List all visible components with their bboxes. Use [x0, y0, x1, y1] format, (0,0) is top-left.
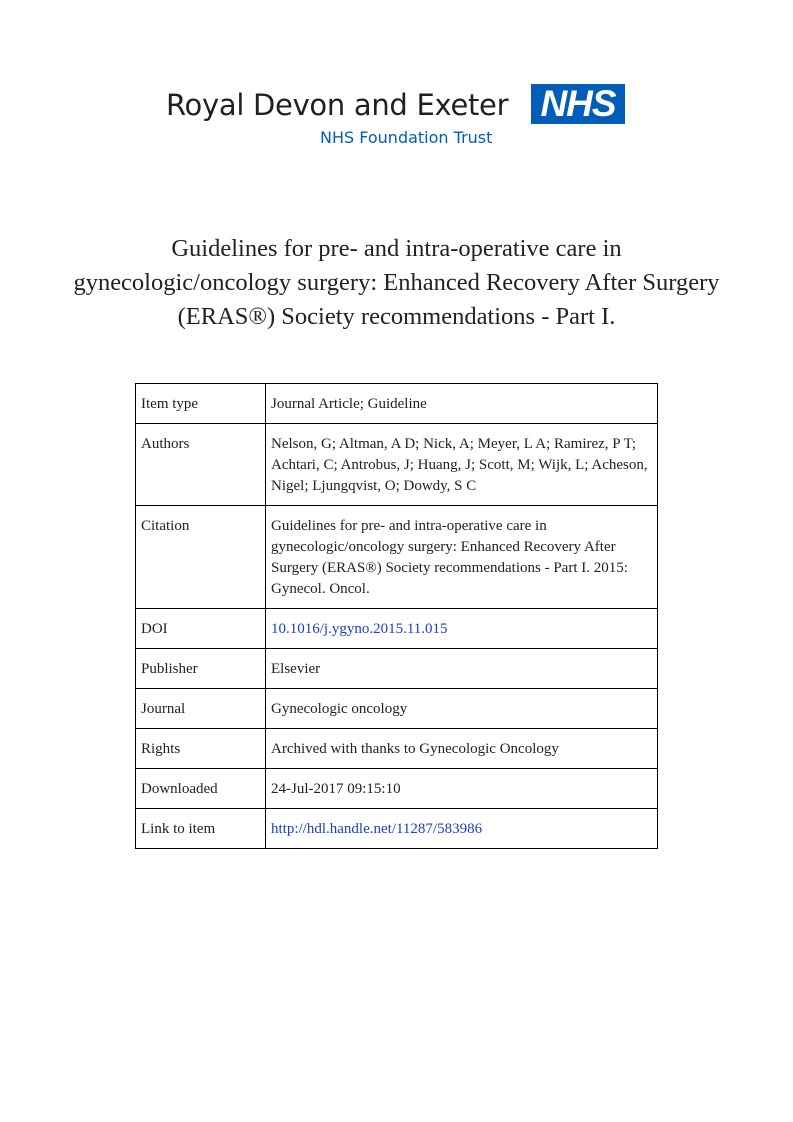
organization-name: Royal Devon and Exeter [166, 88, 509, 122]
document-title: Guidelines for pre- and intra-operative care in gynecologic/oncology surgery: Enhanced Recovery After Surgery (ERAS®) Society recommendations - Part I. [73, 235, 720, 330]
item-link[interactable]: http://hdl.handle.net/11287/583986 [271, 821, 483, 837]
item-type-label: Item type [136, 384, 266, 424]
metadata-row-publisher [136, 649, 658, 689]
rights-value: Archived with thanks to Gynecologic Oncology [266, 729, 658, 769]
metadata-row-authors [136, 424, 658, 506]
metadata-row-item-type [136, 384, 658, 424]
organization-subtitle: NHS Foundation Trust [320, 128, 493, 147]
item-type-value: Journal Article; Guideline [266, 384, 658, 424]
authors-value: Nelson, G; Altman, A D; Nick, A; Meyer, L A; Ramirez, P T; Achtari, C; Antrobus, J; Huang, J; Scott, M; Wijk, L; Acheson, Nigel; Ljungqvist, O; Dowdy, S C [266, 424, 658, 506]
authors-label: Authors [136, 424, 266, 506]
link-to-item-label: Link to item [136, 809, 266, 849]
doi-link[interactable]: 10.1016/j.ygyno.2015.11.015 [271, 621, 448, 637]
citation-label: Citation [136, 506, 266, 609]
downloaded-label: Downloaded [136, 769, 266, 809]
rights-label: Rights [136, 729, 266, 769]
journal-value: Gynecologic oncology [266, 689, 658, 729]
metadata-row-citation [136, 506, 658, 609]
organization-logo [160, 80, 630, 150]
metadata-row-doi [136, 609, 658, 649]
journal-label: Journal [136, 689, 266, 729]
doi-label: DOI [136, 609, 266, 649]
link-to-item-cell [266, 809, 658, 849]
metadata-table [135, 383, 658, 849]
downloaded-value: 24-Jul-2017 09:15:10 [266, 769, 658, 809]
metadata-row-journal [136, 689, 658, 729]
publisher-label: Publisher [136, 649, 266, 689]
citation-value: Guidelines for pre- and intra-operative care in gynecologic/oncology surgery: Enhanced Recovery After Surgery (ERAS®) Society recommendations - Part I. 2015: Gynecol. Oncol. [266, 506, 658, 609]
publisher-value: Elsevier [266, 649, 658, 689]
nhs-logo-mark: NHS [531, 84, 625, 124]
metadata-row-link [136, 809, 658, 849]
metadata-row-downloaded [136, 769, 658, 809]
metadata-row-rights [136, 729, 658, 769]
doi-cell [266, 609, 658, 649]
